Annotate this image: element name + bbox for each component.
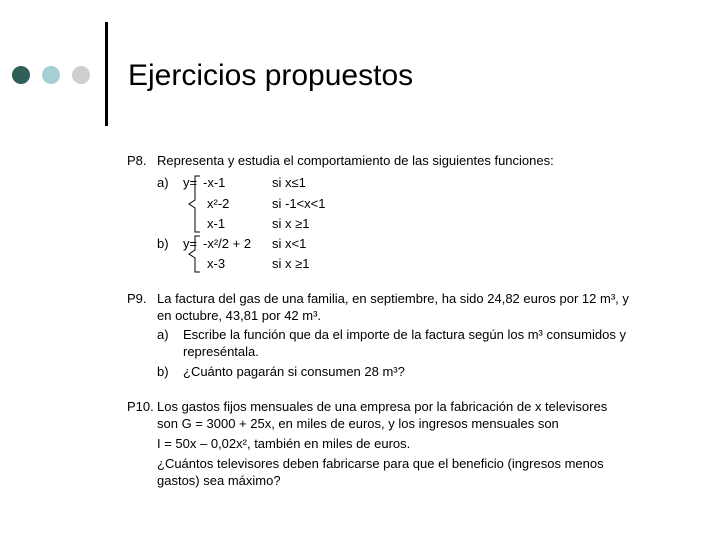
p8-a-expr-1: -x-1 bbox=[203, 175, 226, 190]
p10-line-5: gastos) sea máximo? bbox=[157, 473, 281, 488]
p9-a-line-1: Escribe la función que da el importe de la factura según los m³ consumidos y bbox=[183, 327, 626, 342]
bullet-dot-teal bbox=[42, 66, 60, 84]
p10-line-3: I = 50x – 0,02x², también en miles de euros. bbox=[157, 436, 411, 451]
p9-b-text: ¿Cuánto pagarán si consumen 28 m³? bbox=[183, 364, 405, 379]
p9-number: P9. bbox=[127, 291, 147, 306]
p8-b-y: y= bbox=[183, 236, 198, 251]
p8-b-cond-1: si x<1 bbox=[272, 236, 307, 251]
p9-a-label: a) bbox=[157, 327, 169, 342]
p9-a-line-2: represéntala. bbox=[183, 344, 259, 359]
p8-number: P8. bbox=[127, 153, 147, 168]
p10-line-2: son G = 3000 + 25x, en miles de euros, y los ingresos mensuales son bbox=[157, 416, 559, 431]
p8-statement: Representa y estudia el comportamiento de las siguientes funciones: bbox=[157, 153, 554, 168]
p8-a-cond-1: si x≤1 bbox=[272, 175, 306, 190]
p8-b-cond-2: si x ≥1 bbox=[272, 256, 310, 271]
p8-a-label: a) bbox=[157, 175, 169, 190]
p8-b-label: b) bbox=[157, 236, 169, 251]
p8-b-expr-2: x-3 bbox=[207, 256, 226, 271]
p8-a-y: y= bbox=[183, 175, 198, 190]
p9-b-label: b) bbox=[157, 364, 169, 379]
p8-a-cond-2: si -1<x<1 bbox=[272, 196, 326, 211]
bullet-dot-dark bbox=[12, 66, 30, 84]
p10-line-1: Los gastos fijos mensuales de una empresa por la fabricación de x televisores bbox=[157, 399, 608, 414]
p10-number: P10. bbox=[127, 399, 154, 414]
bullet-dot-grey bbox=[72, 66, 90, 84]
p9-line-2: en octubre, 43,81 por 42 m³. bbox=[157, 308, 322, 323]
p8-a-expr-2: x²-2 bbox=[207, 196, 230, 211]
p8-b-expr-1: -x²/2 + 2 bbox=[203, 236, 252, 251]
p8-a-cond-3: si x ≥1 bbox=[272, 216, 310, 231]
p10-line-4: ¿Cuántos televisores deben fabricarse para que el beneficio (ingresos menos bbox=[157, 456, 604, 471]
title-divider bbox=[105, 22, 108, 126]
p8-a-expr-3: x-1 bbox=[207, 216, 226, 231]
p9-line-1: La factura del gas de una familia, en septiembre, ha sido 24,82 euros por 12 m³, y bbox=[157, 291, 629, 306]
page-title: Ejercicios propuestos bbox=[128, 59, 414, 92]
